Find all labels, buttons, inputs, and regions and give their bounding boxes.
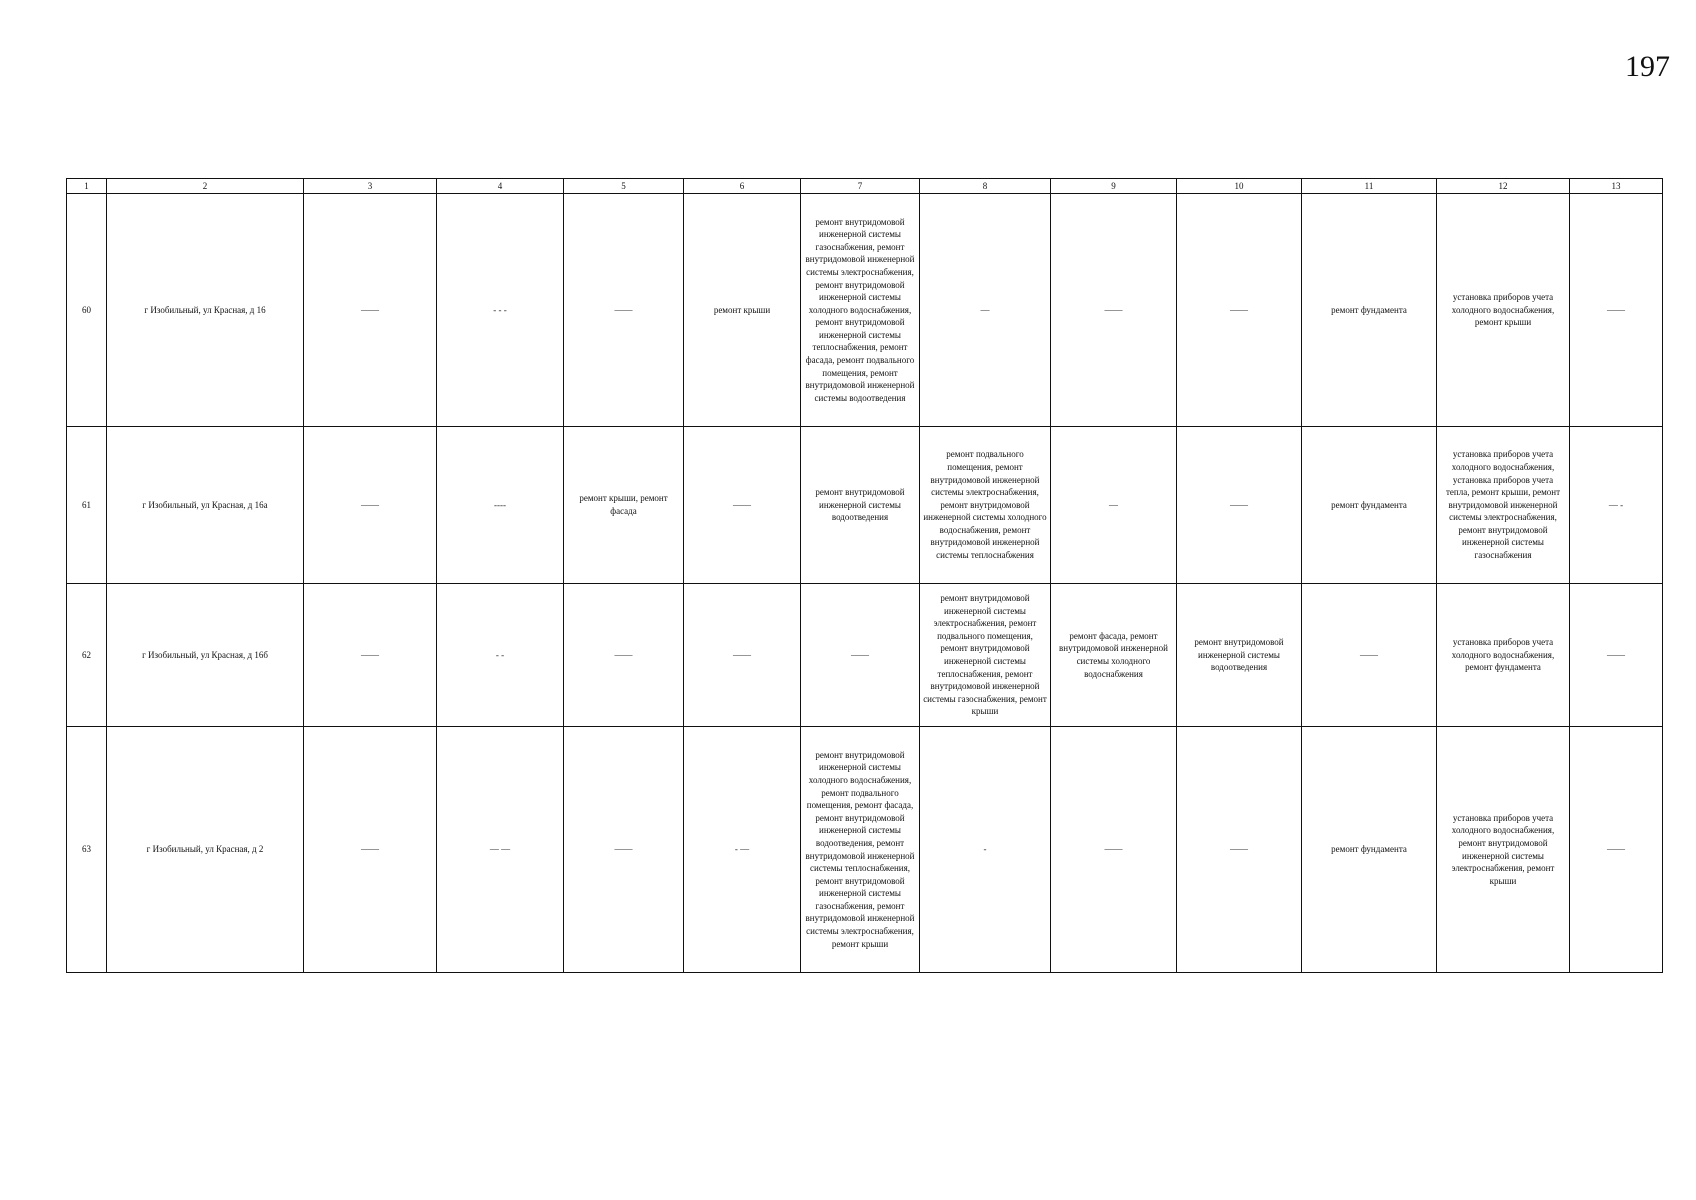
table-cell: —— (1177, 727, 1302, 973)
table-cell: ремонт фундамента (1302, 194, 1437, 427)
table-cell: —— (564, 194, 684, 427)
table-cell: —— (564, 727, 684, 973)
table-cell: - — (684, 727, 801, 973)
table-row (67, 427, 1663, 584)
row-number: 60 (67, 194, 107, 427)
row-number: 61 (67, 427, 107, 584)
table-row (67, 194, 1663, 427)
column-number: 10 (1177, 179, 1302, 194)
table-cell: —— (684, 427, 801, 584)
table-cell: —— (684, 584, 801, 727)
table-cell: —— (1177, 427, 1302, 584)
table-row (67, 584, 1663, 727)
table-cell: —— (1570, 727, 1663, 973)
column-number: 4 (437, 179, 564, 194)
column-number: 12 (1437, 179, 1570, 194)
column-number: 6 (684, 179, 801, 194)
column-number: 13 (1570, 179, 1663, 194)
table-cell: установка приборов учета холодного водоснабжения, установка приборов учета тепла, ремонт крыши, ремонт внутридомовой инженерной системы электроснабжения, ремонт внутридомовой инженерной системы газоснабжения (1437, 427, 1570, 584)
row-number: 62 (67, 584, 107, 727)
table-cell: ремонт внутридомовой инженерной системы электроснабжения, ремонт подвального помещения, ремонт внутридомовой инженерной системы теплоснабжения, ремонт внутридомовой инженерной системы газоснабжения, ремонт крыши (920, 584, 1051, 727)
table-cell: —— (564, 584, 684, 727)
table-cell: ремонт крыши (684, 194, 801, 427)
table-cell: —— (304, 584, 437, 727)
table-cell: установка приборов учета холодного водоснабжения, ремонт внутридомовой инженерной системы электроснабжения, ремонт крыши (1437, 727, 1570, 973)
column-number: 11 (1302, 179, 1437, 194)
table-cell: — (1051, 427, 1177, 584)
page-number: 197 (1625, 50, 1670, 83)
table-cell: —— (1570, 584, 1663, 727)
column-number: 3 (304, 179, 437, 194)
table-row (67, 727, 1663, 973)
repair-schedule-table (66, 178, 1663, 973)
table-cell: —— (304, 427, 437, 584)
address-cell: г Изобильный, ул Красная, д 16б (107, 584, 304, 727)
table-cell: установка приборов учета холодного водоснабжения, ремонт фундамента (1437, 584, 1570, 727)
table-cell: — — (437, 727, 564, 973)
table-cell: ремонт фундамента (1302, 427, 1437, 584)
table-cell: —— (1177, 194, 1302, 427)
table-cell: —— (1051, 194, 1177, 427)
table-cell: —— (304, 727, 437, 973)
column-number: 5 (564, 179, 684, 194)
column-number: 7 (801, 179, 920, 194)
table-cell: - - - (437, 194, 564, 427)
table-cell: - (920, 727, 1051, 973)
table-cell: —— (1570, 194, 1663, 427)
row-number: 63 (67, 727, 107, 973)
table-cell: ремонт внутридомовой инженерной системы газоснабжения, ремонт внутридомовой инженерной системы электроснабжения, ремонт внутридомовой инженерной системы холодного водоснабжения, ремонт внутридомовой инженерной системы теплоснабжения, ремонт фасада, ремонт подвального помещения, ремонт внутридомовой инженерной системы водоотведения (801, 194, 920, 427)
table-cell: - - (437, 584, 564, 727)
table-cell: ремонт внутридомовой инженерной системы водоотведения (801, 427, 920, 584)
address-cell: г Изобильный, ул Красная, д 16 (107, 194, 304, 427)
column-number-row (67, 179, 1663, 194)
column-number: 2 (107, 179, 304, 194)
table-cell: ---- (437, 427, 564, 584)
table-cell: ремонт внутридомовой инженерной системы водоотведения (1177, 584, 1302, 727)
address-cell: г Изобильный, ул Красная, д 16а (107, 427, 304, 584)
table-cell: ремонт фундамента (1302, 727, 1437, 973)
column-number: 1 (67, 179, 107, 194)
table-cell: — - (1570, 427, 1663, 584)
table-cell: ремонт подвального помещения, ремонт внутридомовой инженерной системы электроснабжения, ремонт внутридомовой инженерной системы холодного водоснабжения, ремонт внутридомовой инженерной системы теплоснабжения (920, 427, 1051, 584)
table-cell: —— (801, 584, 920, 727)
table-cell: ремонт фасада, ремонт внутридомовой инженерной системы холодного водоснабжения (1051, 584, 1177, 727)
table-cell: ремонт крыши, ремонт фасада (564, 427, 684, 584)
table-cell: — (920, 194, 1051, 427)
address-cell: г Изобильный, ул Красная, д 2 (107, 727, 304, 973)
table-cell: установка приборов учета холодного водоснабжения, ремонт крыши (1437, 194, 1570, 427)
table-cell: —— (1051, 727, 1177, 973)
table-cell: —— (1302, 584, 1437, 727)
table-cell: —— (304, 194, 437, 427)
column-number: 9 (1051, 179, 1177, 194)
column-number: 8 (920, 179, 1051, 194)
table-cell: ремонт внутридомовой инженерной системы холодного водоснабжения, ремонт подвального помещения, ремонт фасада, ремонт внутридомовой инженерной системы водоотведения, ремонт внутридомовой инженерной системы теплоснабжения, ремонт внутридомовой инженерной системы газоснабжения, ремонт внутридомовой инженерной системы электроснабжения, ремонт крыши (801, 727, 920, 973)
